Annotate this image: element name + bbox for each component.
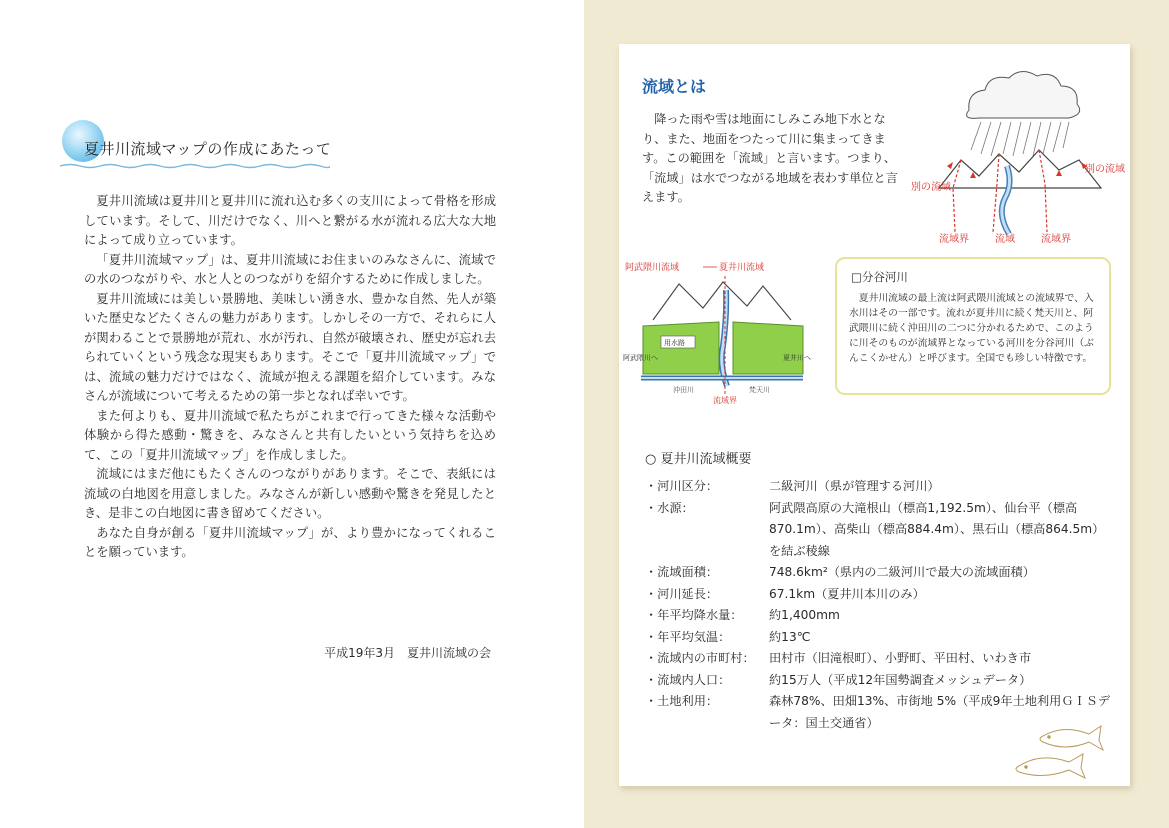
diagram-label: 別の流域 <box>1085 164 1125 175</box>
diagram-label: 沖田川 <box>673 386 694 394</box>
row-value: 67.1km（夏井川本川のみ） <box>769 586 925 601</box>
row-label: ・流域内の市町村： <box>645 651 755 665</box>
table-row <box>645 498 1115 563</box>
callout-text: 夏井川流域の最上流は阿武隈川流域との流域界で、入水川はその一部です。流れが夏井川に続く梵天川と、阿武隈川に続く沖田川の二つに分かれるためで、このように川そのものが流域界となっている河川を分谷河川（ぶんこくかせん）と呼びます。全国でも珍しい特徴です。 <box>849 293 1094 364</box>
row-label: ・年平均降水量： <box>645 608 743 622</box>
table-row <box>645 627 1115 649</box>
row-label: ・流域内人口： <box>645 672 731 687</box>
paragraph: 夏井川流域には美しい景勝地、美味しい湧き水、豊かな自然、先人が築いた歴史などたくさんの魅力があります。しかしその一方で、それらに人が関わることで景勝地が荒れ、水が汚れ、自然が破壊され、歴史が忘れ去られていくという残念な現実もあります。そこで「夏井川流域マップ」では、流域の魅力だけではなく、流域が抱える課題を紹介しています。みなさんが流域について考えるための第一歩となれば幸いです。 <box>84 291 496 403</box>
row-value: 森林78%、田畑13%、市街地 5%（平成9年土地利用ＧＩＳデータ：国土交通省） <box>769 694 1111 730</box>
signature: 平成19年3月 夏井川流域の会 <box>324 646 491 660</box>
diagram-label: 流域 <box>995 234 1015 245</box>
left-page <box>0 0 584 828</box>
watershed-intro <box>642 110 902 208</box>
right-page <box>584 0 1169 828</box>
diagram-label: 用水路 <box>664 339 685 347</box>
left-body-text <box>84 192 496 563</box>
paragraph: 夏井川流域は夏井川と夏井川に流れ込む多くの支川によって骨格を形成しています。そして、川だけでなく、川へと繋がる水が流れる広大な大地によって成り立っています。 <box>84 194 496 247</box>
paragraph: また何よりも、夏井川流域で私たちがこれまで行ってきた様々な活動や体験から得た感動・驚きを、みなさんと共有したいという気持ちを込めて、この「夏井川流域マップ」を作成しました。 <box>84 408 496 462</box>
row-value: 二級河川（県が管理する河川） <box>769 479 940 493</box>
bunkoku-river-callout <box>835 257 1111 395</box>
paragraph: 流域にはまだ他にもたくさんのつながりがあります。そこで、表紙には流域の白地図を用意しました。みなさんが新しい感動や驚きを発見したとき、是非この白地図に書き留めてください。 <box>84 467 496 520</box>
row-label: ・河川区分： <box>645 479 719 493</box>
content-card <box>619 44 1130 786</box>
diagram-label: 阿武隈川へ <box>623 354 658 362</box>
table-row <box>645 584 1115 606</box>
row-value: 約13℃ <box>769 629 811 644</box>
diagram-label: 夏井川流域 <box>719 263 765 273</box>
paragraph: 「夏井川流域マップ」は、夏井川流域にお住まいのみなさんに、流域での水のつながりや、水と人とのつながりを紹介するために作成しました。 <box>84 252 496 286</box>
diagram-label: 流域界 <box>1041 234 1071 245</box>
title-wave-underline <box>60 162 330 170</box>
bunkoku-river-diagram <box>623 256 823 404</box>
row-label: ・年平均気温： <box>645 629 731 644</box>
table-row <box>645 476 1115 498</box>
row-label: ・水源： <box>645 500 694 515</box>
left-page-title: 夏井川流域マップの作成にあたって <box>84 140 332 158</box>
row-label: ・土地利用： <box>645 694 719 708</box>
diagram-label: 阿武隈川流域 <box>625 263 680 273</box>
table-row <box>645 670 1115 692</box>
diagram-label: 流域界 <box>939 234 969 245</box>
row-value: 748.6km²（県内の二級河川で最大の流域面積） <box>769 565 1035 579</box>
watershed-diagram <box>909 64 1129 246</box>
diagram-label: 夏井川へ <box>783 354 811 362</box>
callout-title: □分谷河川 <box>851 270 908 284</box>
row-value: 約1,400mm <box>769 608 840 622</box>
diagram-label: 別の流域 <box>911 182 951 193</box>
table-row <box>645 562 1115 584</box>
row-value: 田村市（旧滝根町）、小野町、平田村、いわき市 <box>769 651 1032 665</box>
row-label: ・流域面積： <box>645 565 719 579</box>
paragraph: あなた自身が創る「夏井川流域マップ」が、より豊かになってくれることを願っています。 <box>84 525 496 559</box>
right-page-title: 流域とは <box>642 77 707 96</box>
callout-body <box>849 291 1099 366</box>
row-value: 約15万人（平成12年国勢調査メッシュデータ） <box>769 672 1032 687</box>
intro-text: 降った雨や雪は地面にしみこみ地下水となり、また、地面をつたって川に集まってきます。この範囲を「流域」と言います。つまり、「流域」は水でつながる地域を表わす単位と言えます。 <box>642 112 898 204</box>
table-row <box>645 605 1115 627</box>
diagram-label: 流域界 <box>713 396 737 404</box>
fish-illustration <box>1013 720 1113 782</box>
row-value: 阿武隈高原の大滝根山（標高1,192.5m）、仙台平（標高870.1m）、高柴山（標高884.4m）、黒石山（標高864.5m）を結ぶ稜線 <box>769 500 1105 558</box>
overview-title: ○ 夏井川流域概要 <box>645 452 752 467</box>
row-label: ・河川延長： <box>645 586 719 601</box>
overview-table <box>645 476 1115 734</box>
table-row <box>645 648 1115 670</box>
diagram-label: 梵天川 <box>749 386 770 394</box>
